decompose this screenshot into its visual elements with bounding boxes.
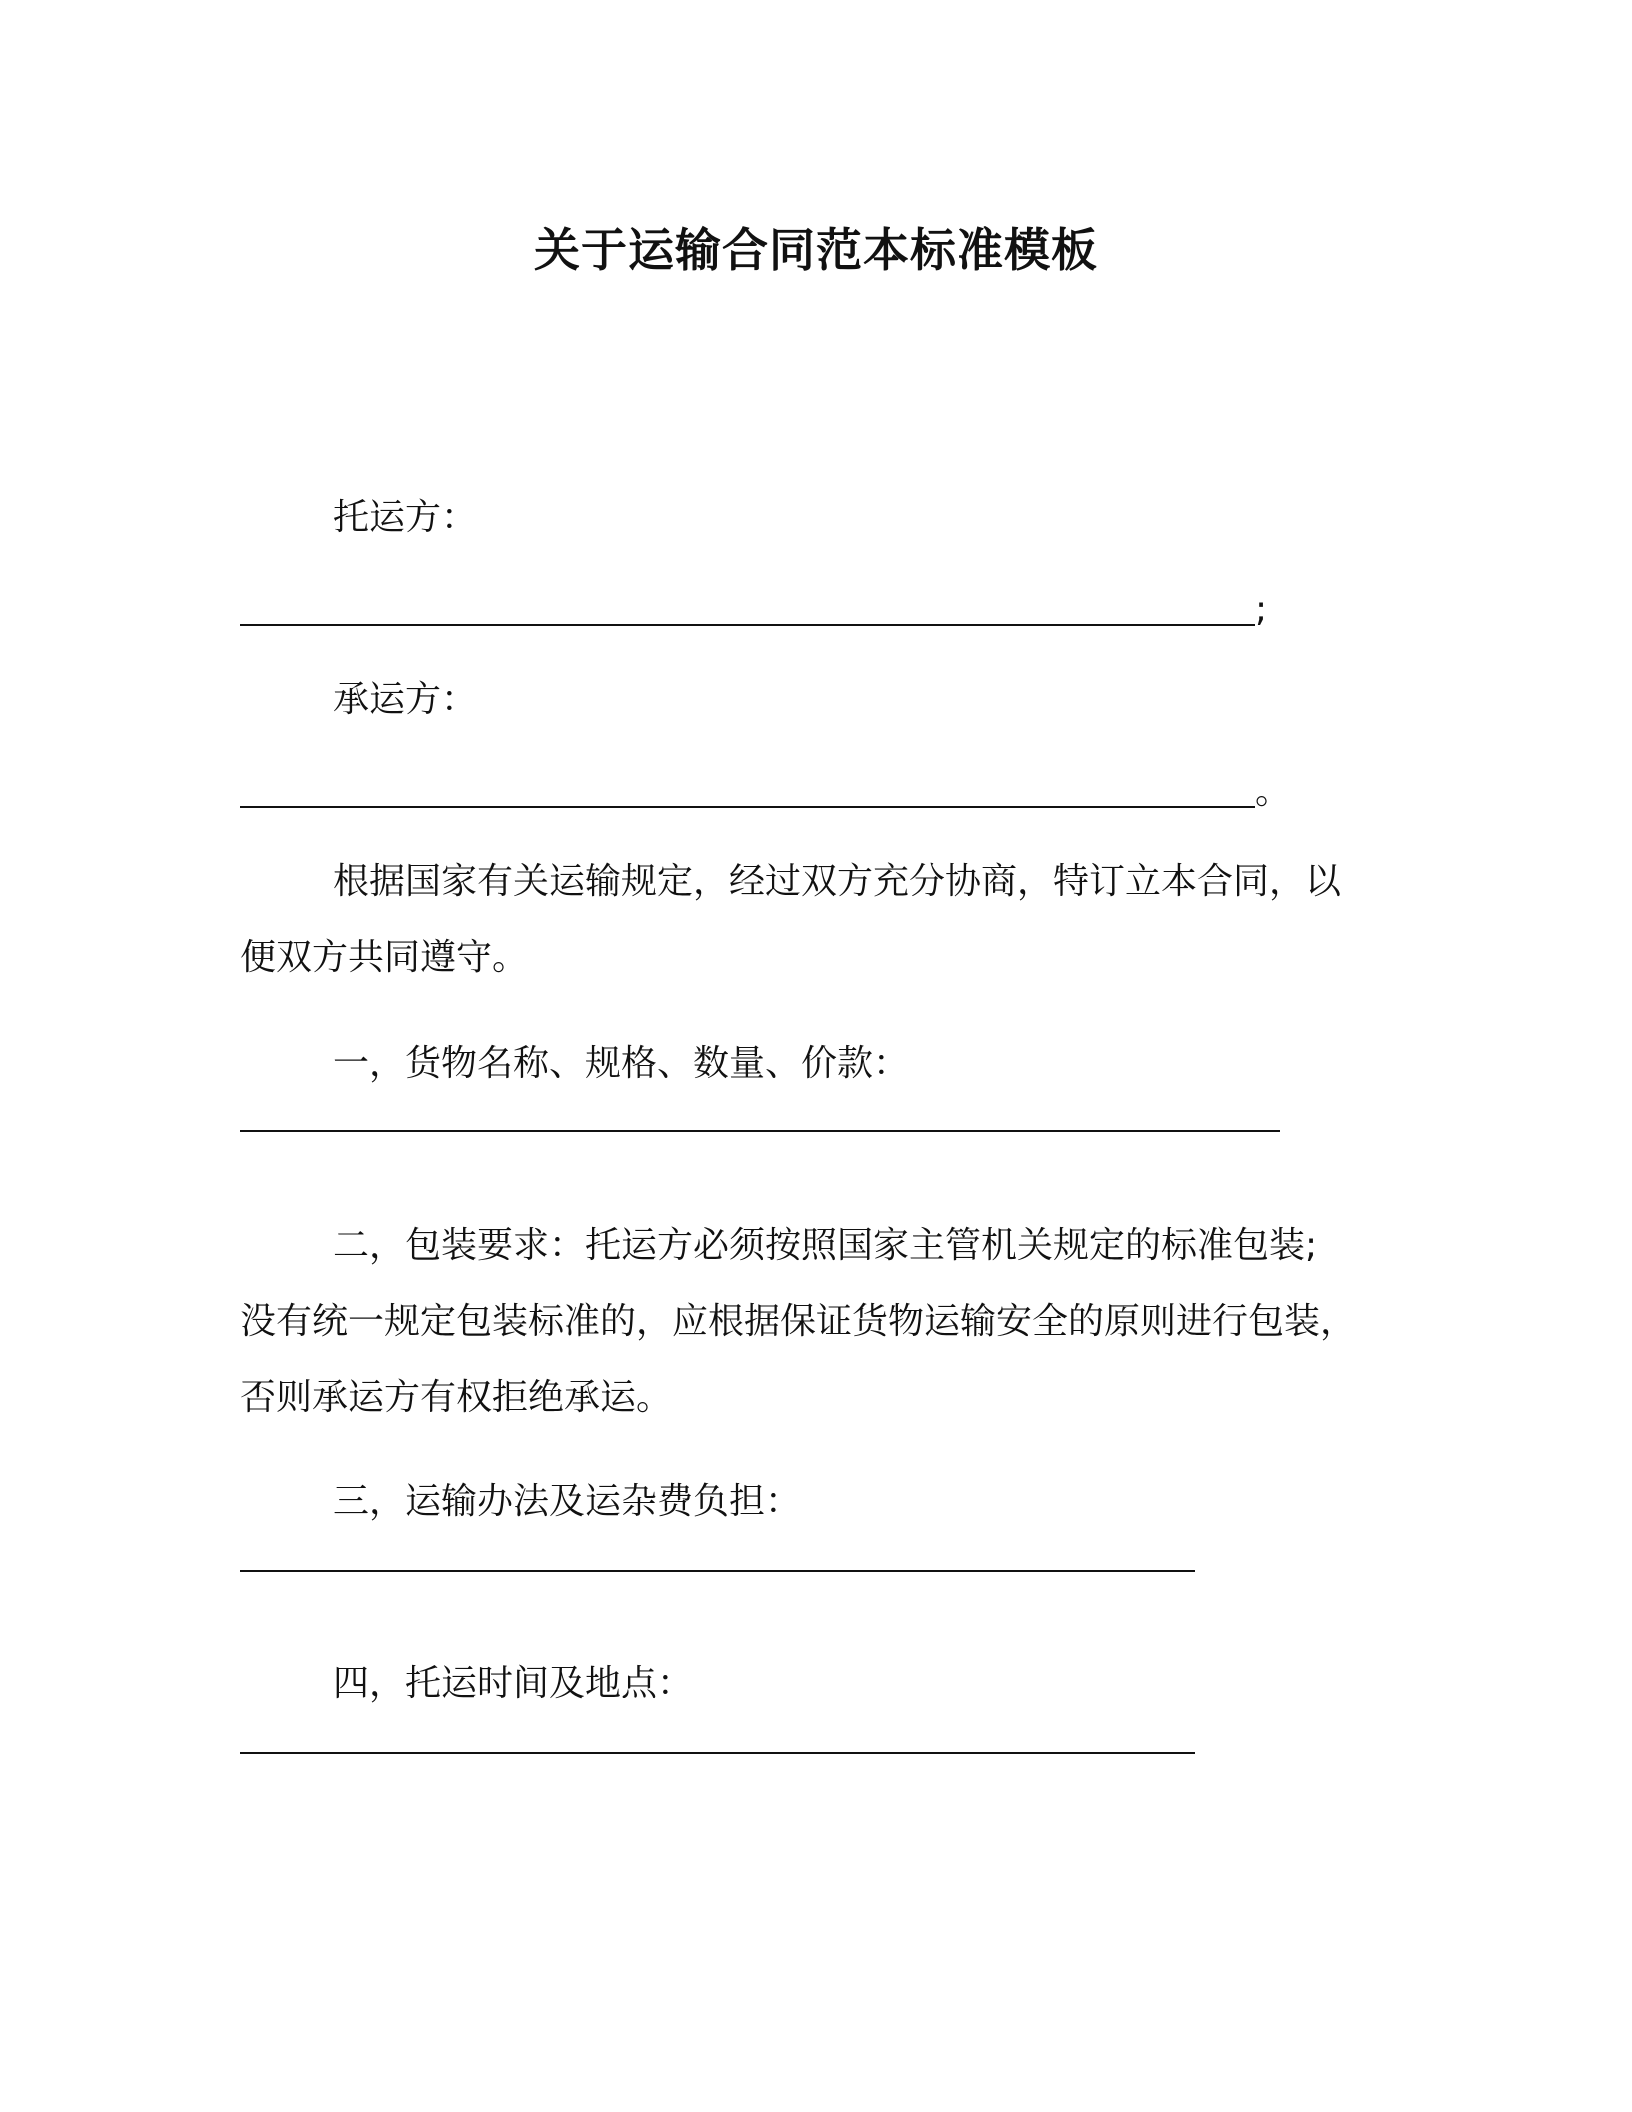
carrier-fill-line [240, 768, 1291, 816]
shipper-underline [240, 624, 1255, 626]
carrier-label: 承运方： [333, 679, 478, 720]
clause-4-fill-line [240, 1752, 1195, 1762]
shipper-fill-line [240, 586, 1267, 634]
preamble-line-2: 便双方共同遵守。 [240, 937, 529, 978]
clause-2-line-2: 没有统一规定包装标准的，应根据保证货物运输安全的原则进行包装， [240, 1301, 1357, 1342]
document-title: 关于运输合同范本标准模板 [534, 223, 1098, 277]
clause-4-heading: 四，托运时间及地点： [333, 1663, 694, 1704]
clause-1-fill-line [240, 1130, 1280, 1140]
clause-3-heading: 三，运输办法及运杂费负担： [333, 1481, 802, 1522]
shipper-label: 托运方： [333, 497, 478, 538]
clause-3-fill-line [240, 1570, 1195, 1580]
clause-1-heading: 一，货物名称、规格、数量、价款： [333, 1043, 910, 1084]
clause-4-underline [240, 1752, 1195, 1754]
clause-2-line-1: 二，包装要求：托运方必须按照国家主管机关规定的标准包装; [333, 1225, 1318, 1266]
shipper-line-end: ; [1255, 589, 1268, 630]
clause-3-underline [240, 1570, 1195, 1572]
clause-2-line-3: 否则承运方有权拒绝承运。 [240, 1377, 673, 1418]
carrier-underline [240, 806, 1255, 808]
preamble-line-1: 根据国家有关运输规定，经过双方充分协商，特订立本合同，以 [333, 861, 1342, 902]
clause-1-underline [240, 1130, 1280, 1132]
carrier-line-end: 。 [1255, 771, 1292, 812]
